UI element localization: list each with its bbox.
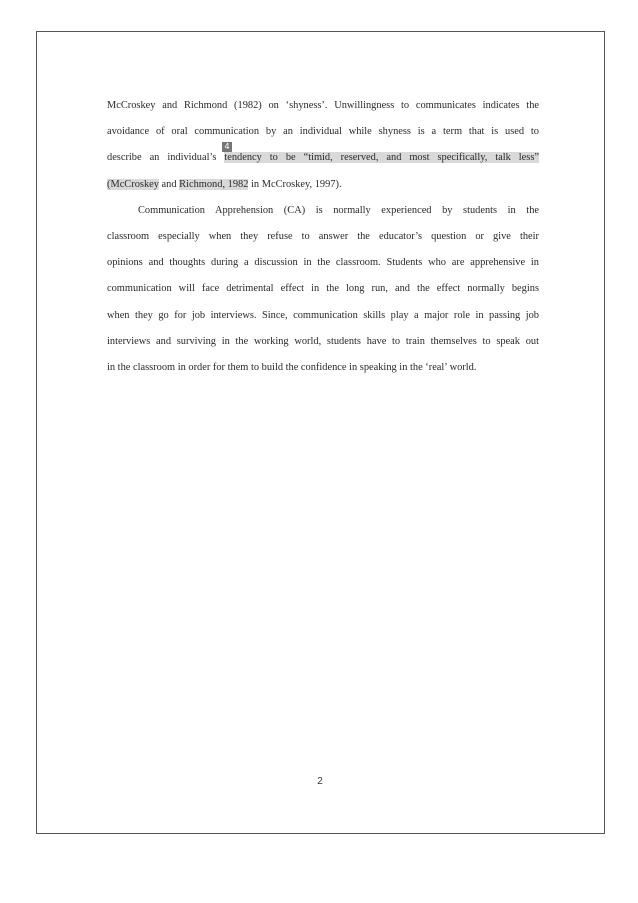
page-number: 2 (317, 776, 323, 787)
text-segment: and (158, 178, 180, 190)
document-body (107, 93, 539, 381)
text-segment: describe an individual’s (107, 152, 225, 164)
text-line: McCroskey and Richmond (1982) on ‘shyness’. Unwillingness to communicates indicates the (107, 100, 539, 111)
text-line: in the classroom in order for them to build the confidence in speaking in the ‘real’ world. (107, 361, 477, 373)
highlighted-text[interactable]: tendency to be “timid, reserved, and most specifically, talk less” (224, 152, 539, 164)
highlighted-text[interactable]: Richmond, 1982 (179, 178, 249, 190)
text-line: interviews and surviving in the working world, students have to train themselves to speak out (107, 335, 539, 347)
text-line-with-highlight (107, 172, 539, 198)
text-line: communication will face detrimental effect in the long run, and the effect normally begins (107, 283, 539, 295)
highlighted-text[interactable]: (McCroskey (107, 178, 159, 190)
comment-marker[interactable]: 4 (222, 142, 232, 152)
text-line: Communication Apprehension (CA) is normally experienced by students in the (138, 204, 539, 216)
text-line-with-highlight (107, 145, 539, 171)
text-line: classroom especially when they refuse to answer the educator’s question or give their (107, 230, 539, 242)
text-line: opinions and thoughts during a discussion in the classroom. Students who are apprehensive in (107, 257, 539, 269)
text-line: avoidance of oral communication by an individual while shyness is a term that is used to (107, 126, 539, 138)
text-segment: in McCroskey, 1997). (248, 178, 342, 190)
text-line: when they go for job interviews. Since, communication skills play a major role in passing job (107, 309, 539, 321)
